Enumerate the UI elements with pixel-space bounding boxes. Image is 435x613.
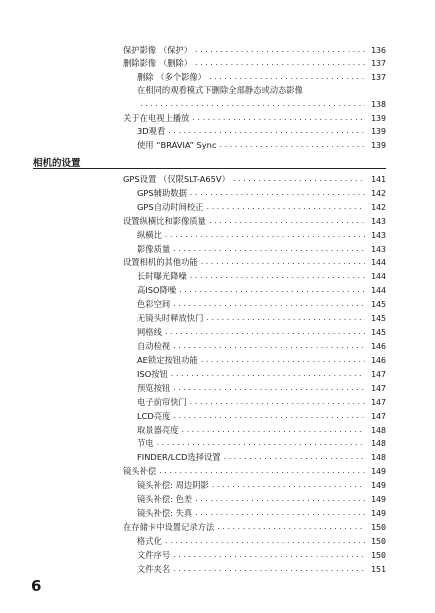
dot-leader: [165, 327, 365, 337]
toc-entry-title: FINDER/LCD选择设置: [137, 452, 221, 463]
toc-entry: [0, 448, 435, 462]
toc-entry: [0, 393, 435, 407]
toc-entry-page: 149: [371, 480, 386, 491]
toc-entry-title: 影像质量: [137, 243, 171, 254]
toc-entry-title: 色彩空间: [137, 299, 171, 310]
toc-entry-page: 147: [371, 396, 386, 407]
dot-leader: [182, 425, 366, 435]
toc-entry-page: 146: [371, 340, 386, 351]
toc-entry-page: 137: [371, 58, 386, 69]
dot-leader: [201, 257, 365, 267]
toc-entry: [0, 309, 435, 323]
dot-leader: [212, 480, 365, 490]
dot-leader: [165, 230, 365, 240]
toc-entry-title: 节电: [137, 438, 154, 449]
toc-entry: [0, 476, 435, 490]
toc-entry-title: 删除 （多个影像）: [137, 71, 207, 82]
toc-entry-title: 设置纵横比和影像质量: [123, 215, 206, 226]
section-divider: [33, 168, 386, 169]
dot-leader: [195, 494, 365, 504]
toc-entry-title: 电子前帘快门: [137, 396, 187, 407]
dot-leader: [209, 216, 365, 226]
toc-entry-page: 145: [371, 299, 386, 310]
dot-leader: [171, 369, 365, 379]
toc-bottom-list: [0, 170, 435, 574]
toc-entry-title: 关于在电视上播放: [123, 112, 190, 123]
toc-entry-title: 高ISO降噪: [137, 285, 177, 296]
dot-leader: [168, 126, 365, 136]
toc-entry-title: GPS辅助数据: [137, 187, 187, 198]
toc-entry-title: 文件序号: [137, 549, 171, 560]
toc-entry-page: 143: [371, 229, 386, 240]
dot-leader: [173, 383, 365, 393]
toc-entry: [0, 212, 435, 226]
toc-entry-title: 镜头补偿: 色差: [137, 494, 193, 505]
toc-entry-page: 144: [371, 285, 386, 296]
toc-entry-page: 150: [371, 521, 386, 532]
toc-entry-page: 147: [371, 410, 386, 421]
toc-entry-title: GPS自动时间校正: [137, 201, 204, 212]
toc-entry-title: 3D观看: [137, 126, 166, 137]
toc-entry: [0, 55, 435, 69]
toc-entry-title: 自动检视: [137, 340, 171, 351]
toc-entry-page: 137: [371, 71, 386, 82]
dot-leader: [173, 299, 365, 309]
dot-leader: [224, 452, 365, 462]
toc-entry: [0, 170, 435, 184]
toc-entry-title: 预览按钮: [137, 382, 171, 393]
toc-entry-page: 151: [371, 563, 386, 574]
dot-leader: [173, 564, 365, 574]
toc-entry: [0, 337, 435, 351]
dot-leader: [192, 113, 365, 123]
toc-entry: [0, 546, 435, 560]
toc-entry-page: 139: [371, 112, 386, 123]
toc-entry: [0, 323, 435, 337]
toc-entry-title: 镜头补偿: 失真: [137, 508, 193, 519]
toc-entry: [0, 240, 435, 254]
dot-leader: [173, 341, 365, 351]
toc-entry-page: 139: [371, 139, 386, 150]
toc-entry-page: 143: [371, 215, 386, 226]
toc-entry: [0, 95, 435, 109]
toc-entry-title: AE锁定按钮功能: [137, 354, 198, 365]
toc-entry-page: 147: [371, 382, 386, 393]
dot-leader: [165, 536, 365, 546]
toc-entry-title: 删除影像 （删除）: [123, 58, 193, 69]
dot-leader: [233, 174, 365, 184]
toc-entry: [0, 68, 435, 82]
toc-entry: [0, 518, 435, 532]
dot-leader: [209, 72, 365, 82]
toc-entry-page: 139: [371, 126, 386, 137]
toc-entry-title: 网格线: [137, 327, 162, 338]
toc-entry-title: 设置相机的其他功能: [123, 257, 198, 268]
toc-entry: [0, 435, 435, 449]
toc-entry-title: 格式化: [137, 535, 162, 546]
toc-entry: [0, 462, 435, 476]
toc-entry-title: 使用 “BRAVIA” Sync: [137, 139, 217, 150]
toc-entry: [0, 365, 435, 379]
toc-entry-page: 150: [371, 549, 386, 560]
toc-entry-title: LCD亮度: [137, 410, 171, 421]
toc-entry-page: 150: [371, 535, 386, 546]
dot-leader: [140, 99, 365, 109]
toc-entry-page: 149: [371, 494, 386, 505]
toc-entry: [0, 41, 435, 55]
toc-entry-page: 146: [371, 354, 386, 365]
toc-entry: [0, 226, 435, 240]
dot-leader: [220, 140, 365, 150]
toc-entry: [0, 254, 435, 268]
toc-entry: [0, 532, 435, 546]
toc-entry-title: 取景器亮度: [137, 424, 179, 435]
toc-entry: [0, 560, 435, 574]
toc-entry: [0, 407, 435, 421]
toc-entry-page: 148: [371, 438, 386, 449]
toc-entry: [0, 351, 435, 365]
toc-entry-page: 149: [371, 508, 386, 519]
toc-entry: [0, 281, 435, 295]
dot-leader: [173, 411, 365, 421]
toc-entry-title: 在存储卡中设置记录方法: [123, 521, 215, 532]
dot-leader: [206, 202, 365, 212]
toc-entry-page: 138: [371, 98, 386, 109]
dot-leader: [206, 313, 365, 323]
dot-leader: [190, 397, 365, 407]
toc-entry-title: GPS设置 （仅限SLT-A65V）: [123, 173, 230, 184]
toc-entry-page: 145: [371, 327, 386, 338]
dot-leader: [195, 45, 365, 55]
toc-entry-page: 149: [371, 466, 386, 477]
toc-entry-page: 145: [371, 313, 386, 324]
dot-leader: [190, 188, 365, 198]
section-heading: 相机的设置: [33, 158, 81, 169]
toc-entry-title: 长时曝光降噪: [137, 271, 187, 282]
toc-entry: [0, 504, 435, 518]
dot-leader: [195, 58, 365, 68]
toc-entry-title: 纵横比: [137, 229, 162, 240]
dot-leader: [190, 271, 365, 281]
toc-entry-title: 无镜头时释放快门: [137, 313, 204, 324]
dot-leader: [201, 355, 365, 365]
dot-leader: [217, 522, 365, 532]
toc-entry: [0, 295, 435, 309]
dot-leader: [173, 550, 365, 560]
toc-entry-page: 144: [371, 271, 386, 282]
toc-entry: [0, 421, 435, 435]
dot-leader: [173, 244, 365, 254]
toc-entry-title: ISO按钮: [137, 368, 168, 379]
dot-leader: [159, 466, 365, 476]
toc-entry-page: 136: [371, 44, 386, 55]
toc-entry: [0, 123, 435, 137]
toc-entry: [0, 379, 435, 393]
toc-entry: [0, 136, 435, 150]
toc-entry: [0, 109, 435, 123]
dot-leader: [195, 508, 365, 518]
toc-entry-page: 148: [371, 424, 386, 435]
toc-entry: [0, 267, 435, 281]
toc-entry-page: 143: [371, 243, 386, 254]
toc-entry-page: 147: [371, 368, 386, 379]
toc-top-list: [0, 41, 435, 150]
toc-entry: [0, 184, 435, 198]
toc-entry: [0, 82, 435, 96]
toc-entry: [0, 198, 435, 212]
toc-entry-page: 144: [371, 257, 386, 268]
page-number: 6: [31, 577, 42, 595]
toc-entry-page: 142: [371, 187, 386, 198]
toc-entry-page: 141: [371, 173, 386, 184]
toc-entry-page: 142: [371, 201, 386, 212]
dot-leader: [179, 285, 365, 295]
toc-entry-title: 文件夹名: [137, 563, 171, 574]
toc-entry-title: 在相同的观看模式下删除全部静态或动态影像: [137, 85, 303, 96]
dot-leader: [157, 438, 365, 448]
toc-entry-title: 镜头补偿: 周边阴影: [137, 480, 209, 491]
toc-entry-title: 镜头补偿: [123, 466, 157, 477]
toc-entry-title: 保护影像 （保护）: [123, 44, 193, 55]
toc-entry: [0, 490, 435, 504]
toc-entry-page: 148: [371, 452, 386, 463]
